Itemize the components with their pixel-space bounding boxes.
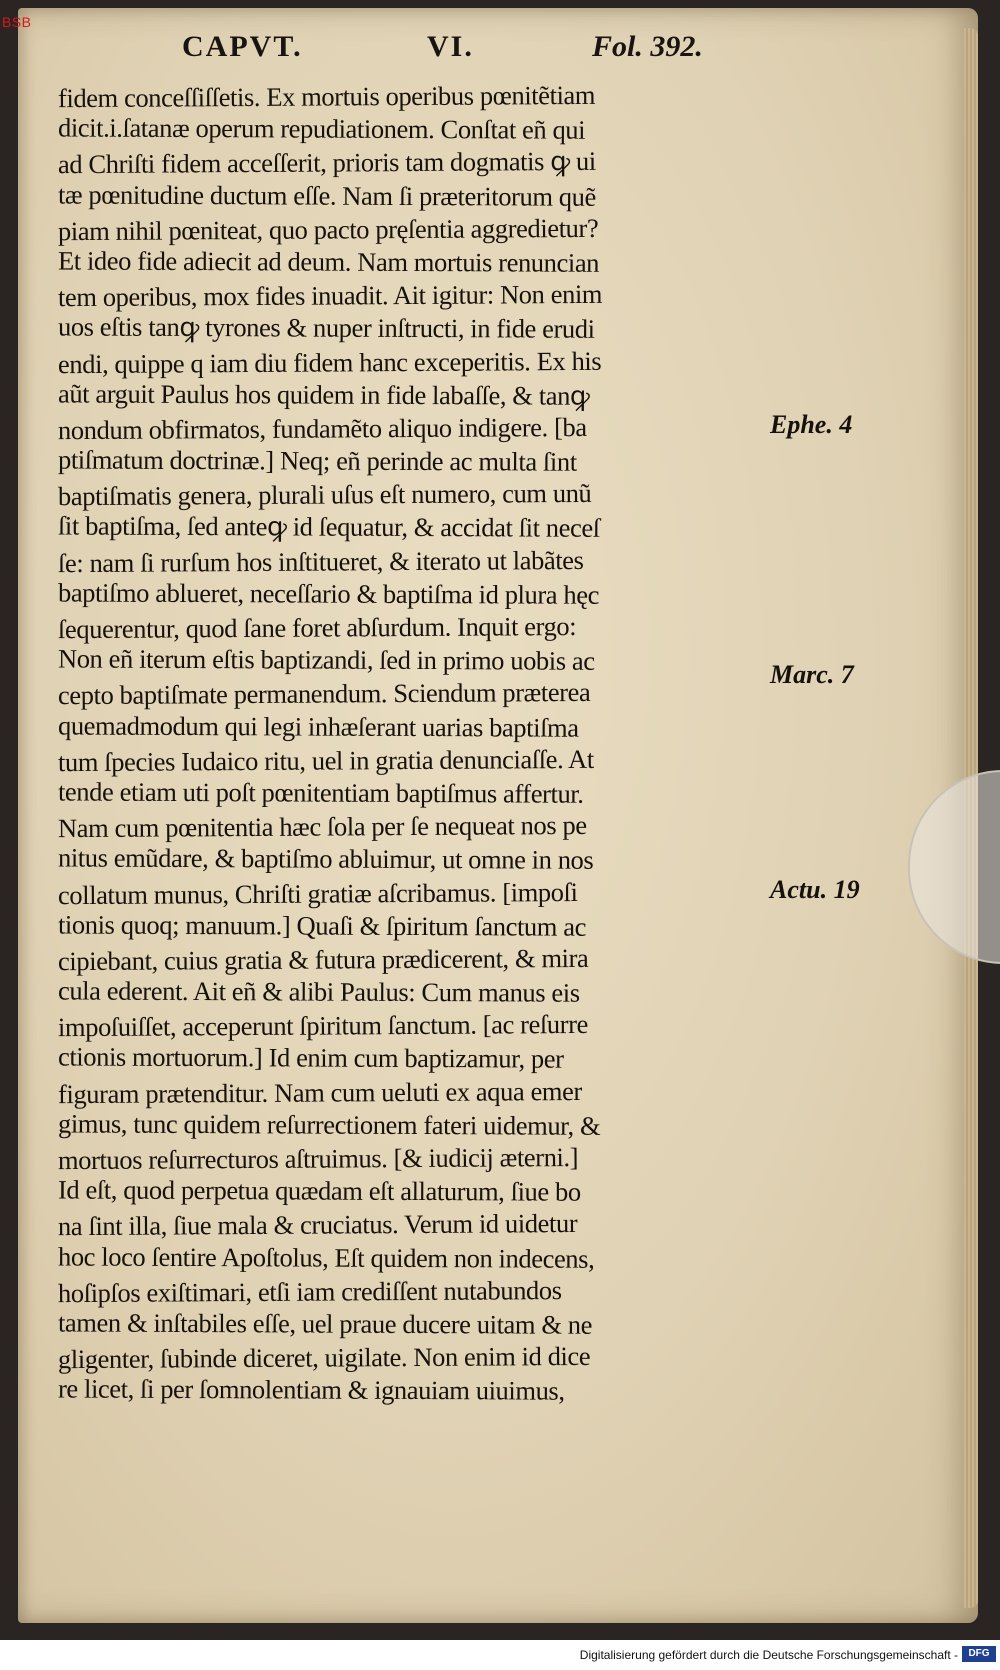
- text-line: hoſipſos exiſtimari, etſi iam crediſſent nutabundos: [57, 1274, 562, 1308]
- text-line: uos eſtis tanꝙ tyrones & nuper inſtructi, in fide erudi: [57, 311, 595, 345]
- margin-note-ephe: Ephe. 4: [770, 410, 853, 439]
- footer-credit: Digitalisierung gefördert durch die Deutsche Forschungsgemeinschaft -: [579, 1648, 958, 1662]
- text-line: Et ideo fide adiecit ad deum. Nam mortuis renuncian: [57, 245, 600, 278]
- text-line: ad Chriſti fidem acceſſerit, prioris tam dogmatis ꝙ ui: [57, 146, 596, 180]
- text-line: baptiſmatis genera, plurali uſus eſt numero, cum unũ: [57, 478, 592, 512]
- text-line: figuram prætenditur. Nam cum ueluti ex aqua emer: [57, 1075, 582, 1109]
- text-line: nondum obfirmatos, fundamẽto aliquo indigere. [ba: [57, 411, 587, 446]
- text-line: ſe: nam ſi rurſum hos inſtitueret, & iterato ut labãtes: [57, 544, 584, 578]
- text-line: tum ſpecies Iudaico ritu, uel in gratia denunciaſſe. At: [57, 743, 594, 777]
- text-line: mortuos reſurrecturos aſtruimus. [& iudicij æterni.]: [57, 1141, 579, 1176]
- body-text: [58, 80, 768, 1408]
- margin-note-actu: Actu. 19: [770, 875, 860, 904]
- text-line: baptiſmo ablueret, neceſſario & baptiſma id plura hęc: [57, 577, 600, 610]
- text-line: endi, quippe q iam diu fidem hanc exceperitis. Ex his: [57, 345, 602, 379]
- library-mark: BSB: [2, 14, 32, 30]
- text-line: Nam cum pœnitentia hæc ſola per ſe nequeat nos pe: [57, 810, 587, 844]
- text-line: tem operibus, mox fides inuadit. Ait igitur: Non enim: [57, 278, 603, 313]
- text-line: ptiſmatum doctrinæ.] Neq; eñ perinde ac multa ſint: [57, 444, 577, 477]
- text-line: fidem conceſſiſſetis. Ex mortuis operibus pœnitẽtiam: [57, 79, 596, 114]
- text-line: Non eñ iterum eſtis baptizandi, ſed in primo uobis ac: [57, 643, 595, 676]
- text-line: collatum munus, Chriſti gratiæ aſcribamus. [impoſi: [57, 876, 578, 910]
- footer-bar: [0, 1640, 1000, 1670]
- text-line: quemadmodum qui legi inhæſerant uarias baptiſma: [57, 710, 579, 743]
- text-line: hoc loco ſentire Apoſtolus, Eſt quidem non indecens,: [57, 1241, 595, 1274]
- text-line: Id eſt, quod perpetua quædam eſt allaturum, ſiue bo: [57, 1174, 581, 1207]
- text-line: tamen & inſtabiles eſſe, uel praue ducere uitam & ne: [57, 1307, 593, 1340]
- text-line: ſit baptiſma, ſed anteꝙ id ſequatur, & accidat ſit neceſ: [57, 510, 600, 544]
- text-line: cula ederent. Ait eñ & alibi Paulus: Cum manus eis: [57, 975, 580, 1008]
- text-line: cipiebant, cuius gratia & futura prædicerent, & mira: [57, 942, 589, 977]
- dfg-logo: DFG: [962, 1646, 996, 1662]
- text-line: aũt arguit Paulus hos quidem in fide labaſſe, & tanꝙ: [57, 378, 590, 411]
- text-line: gimus, tunc quidem reſurrectionem fateri uidemur, &: [57, 1108, 601, 1141]
- text-line: cepto baptiſmate permanendum. Sciendum præterea: [57, 677, 591, 711]
- text-line: impoſuiſſet, acceperunt ſpiritum ſanctum. [ac reſurre: [57, 1009, 589, 1043]
- running-head: [182, 30, 742, 76]
- running-head-chapter: VI.: [427, 30, 474, 63]
- margin-note-marc: Marc. 7: [770, 660, 854, 689]
- folio-number: Fol. 392.: [592, 30, 703, 63]
- text-line: gligenter, ſubinde diceret, uigilate. Non enim id dice: [57, 1341, 591, 1375]
- text-line: piam nihil pœniteat, quo pacto pręſentia aggredietur?: [57, 212, 599, 246]
- text-line: tæ pœnitudine ductum eſſe. Nam ſi præteritorum quẽ: [57, 179, 596, 212]
- text-line: ſequerentur, quod ſane foret abſurdum. Inquit ergo:: [57, 611, 577, 645]
- text-line: na ſint illa, ſiue mala & cruciatus. Verum id uidetur: [57, 1208, 578, 1242]
- text-line: nitus emũdare, & baptiſmo abluimur, ut omne in nos: [57, 842, 594, 876]
- text-line: tende etiam uti poſt pœnitentiam baptiſmus affertur.: [57, 776, 584, 809]
- text-line: ctionis mortuorum.] Id enim cum baptizamur, per: [57, 1041, 564, 1075]
- running-head-title: CAPVT.: [182, 30, 303, 63]
- text-line: tionis quoq; manuum.] Quaſi & ſpiritum ſanctum ac: [57, 909, 587, 942]
- text-line: re licet, ſi per ſomnolentiam & ignauiam uiuimus,: [57, 1373, 565, 1406]
- text-line: dicit.i.ſatanæ operum repudiationem. Conſtat eñ qui: [57, 112, 586, 145]
